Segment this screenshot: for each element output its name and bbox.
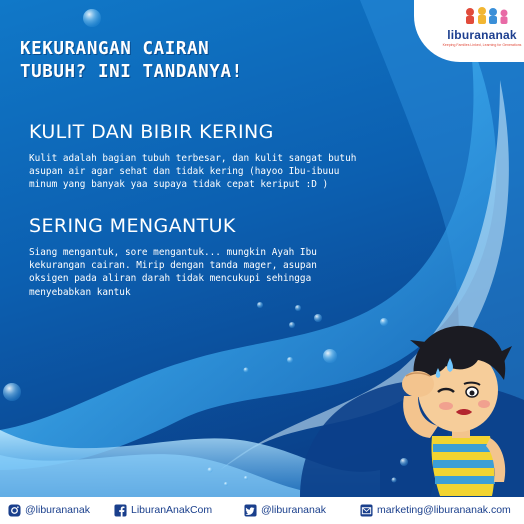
brand-name: liburananak — [447, 28, 517, 42]
twitter-icon — [244, 504, 257, 517]
brand-tagline: Keeping Families Linked, Learning for Generations — [442, 43, 522, 47]
body-line: kekurangan cairan. Mirip dengan tanda mager, asupan — [29, 260, 317, 272]
email-link[interactable] — [360, 503, 511, 517]
instagram-link[interactable] — [8, 503, 90, 517]
body-line: menyebabkan kantuk — [29, 286, 131, 298]
section-title-sleepy: SERING MENGANTUK — [29, 215, 236, 237]
body-line: Kulit adalah bagian tubuh terbesar, dan kulit sangat butuh — [29, 153, 357, 164]
body-line: asupan air agar sehat dan tidak kering (hayoo Ibu-ibuuu — [29, 166, 340, 178]
body-line: Siang mengantuk, sore mengantuk... mungkin Ayah Ibu — [29, 247, 317, 258]
body-line: oksigen pada aliran darah tidak mencukupi sehingga — [29, 273, 312, 285]
section-body-sleepy — [29, 246, 369, 299]
title-line-2: TUBUH? INI TANDANYA! — [20, 62, 243, 82]
body-line: minum yang banyak yaa supaya tidak cepat keriput :D ) — [29, 179, 329, 191]
facebook-link[interactable] — [114, 503, 212, 517]
facebook-label: LiburanAnakCom — [131, 504, 213, 516]
twitter-link[interactable] — [244, 503, 326, 517]
sleepy-boy-illustration — [360, 318, 524, 498]
section-body-dry-skin — [29, 152, 369, 192]
title-line-1: KEKURANGAN CAIRAN — [20, 39, 210, 59]
twitter-label: @liburananak — [261, 504, 326, 516]
section-title-dry-skin: KULIT DAN BIBIR KERING — [29, 121, 274, 143]
facebook-icon — [114, 504, 127, 517]
email-icon — [360, 504, 373, 517]
family-logo-icon — [462, 6, 512, 24]
instagram-label: @liburananak — [25, 504, 90, 516]
page-title — [20, 38, 243, 84]
email-label: marketing@liburananak.com — [377, 504, 511, 516]
instagram-icon — [8, 504, 21, 517]
